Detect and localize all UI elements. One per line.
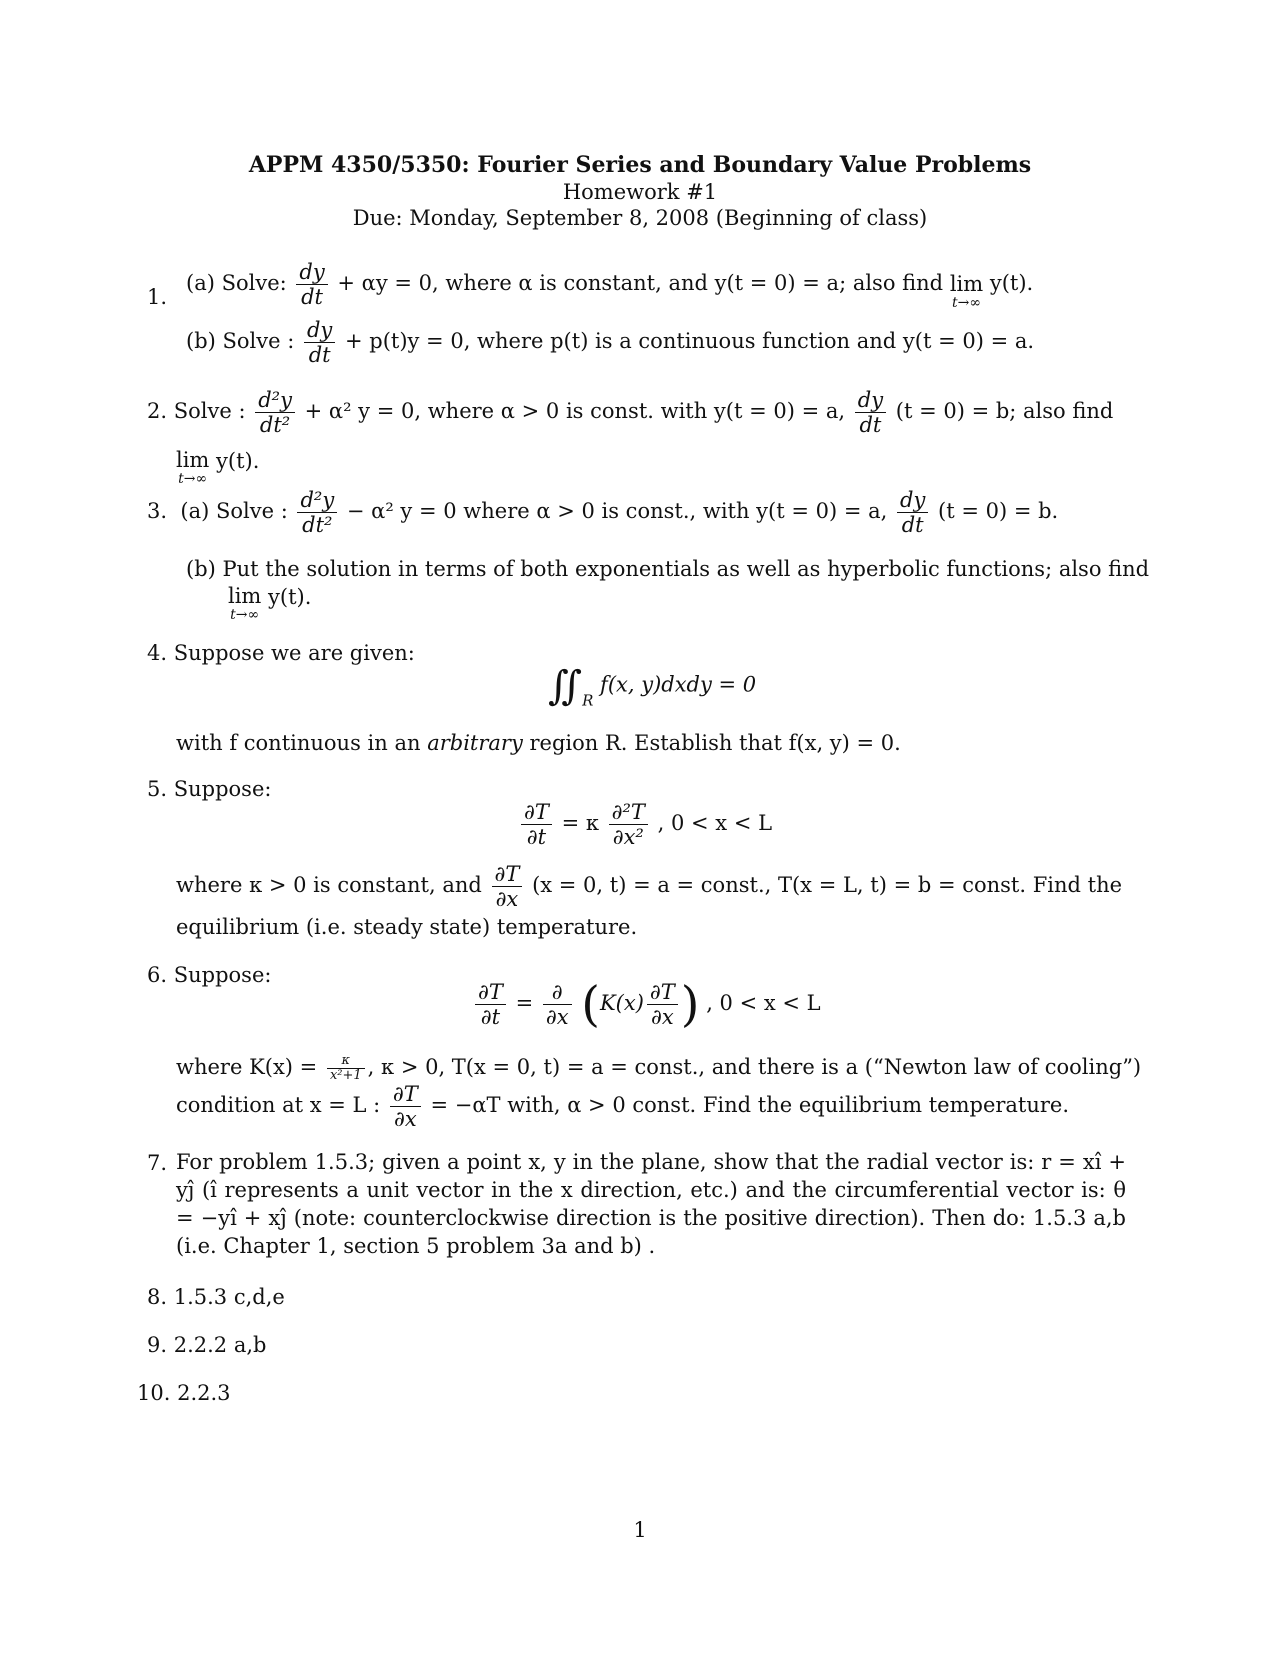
problem-9 (147, 1332, 266, 1358)
problem-9-text: 2.2.2 a,b (173, 1333, 267, 1357)
problem-3b-text: (b) Put the solution in terms of both exponentials as well as hyperbolic functions; also find (186, 557, 1150, 581)
conditions-end: , κ > 0, T(x = 0, t) = a = const., and there is a (“Newton law of cooling”) (367, 1055, 1142, 1079)
fraction-denominator: ∂x² (612, 825, 644, 849)
problem-4-integral (548, 663, 757, 714)
fraction-denominator: ∂x (495, 887, 519, 911)
problem-1a-label: (a) Solve: (186, 271, 287, 295)
limit-expression (950, 272, 983, 310)
problem-6-intro (147, 962, 271, 988)
problem-3-number: 3. (147, 499, 168, 523)
fraction-denominator: x²+1 (329, 1068, 362, 1083)
problem-2-fraction-2 (855, 388, 886, 437)
problem-10 (137, 1380, 231, 1406)
bc-fraction (390, 1082, 421, 1131)
conductivity: K(x) (599, 991, 644, 1015)
fraction-numerator: d²y (297, 488, 337, 513)
fraction-numerator: ∂T (475, 980, 506, 1005)
fraction-denominator: dt (901, 513, 924, 537)
problem-5-intro-text: Suppose: (173, 777, 272, 801)
integral-region-subscript: R (582, 691, 594, 710)
fraction-numerator: ∂T (521, 800, 552, 825)
bc-fraction (492, 862, 523, 911)
problem-6-bc (176, 1082, 1069, 1131)
statement-start: with f continuous in an (176, 731, 421, 755)
limit-subscript: t→∞ (951, 295, 981, 311)
inner-fraction (647, 980, 678, 1029)
fraction-denominator: dt (301, 285, 323, 309)
equals-kappa: = κ (561, 811, 599, 835)
limit-expression (228, 584, 261, 622)
problem-2-number: 2. (147, 399, 168, 423)
fraction-denominator: ∂x (650, 1005, 674, 1029)
problem-6-conditions (176, 1054, 1141, 1083)
problem-4-statement (176, 730, 901, 756)
fraction-denominator: ∂t (480, 1005, 501, 1029)
fraction-denominator: ∂t (526, 825, 547, 849)
problem-8-text: 1.5.3 c,d,e (173, 1285, 285, 1309)
problem-3a-text: − α² y = 0 where α > 0 is const., with y(t = 0) = a, (346, 499, 888, 523)
limit-tail: y(t). (216, 449, 260, 473)
right-paren: ) (680, 976, 700, 1033)
problem-10-number: 10. (137, 1381, 171, 1405)
problem-5-number: 5. (147, 777, 168, 801)
problem-7-number: 7. (147, 1151, 168, 1175)
problem-8 (147, 1284, 285, 1310)
conditions-end: (x = 0, t) = a = const., T(x = L, t) = b = const. Find the (532, 873, 1123, 897)
problem-3a-fraction-2 (897, 488, 928, 537)
problem-3a-fraction (297, 488, 337, 537)
problem-6-intro-text: Suppose: (173, 963, 272, 987)
limit-tail: y(t). (268, 585, 312, 609)
problem-2 (147, 388, 1113, 437)
page-number: 1 (633, 1518, 647, 1542)
bc-start: condition at x = L : (176, 1093, 381, 1117)
conditions-start: where K(x) = (176, 1055, 318, 1079)
fraction-numerator: ∂ (543, 980, 572, 1005)
lhs-fraction (521, 800, 552, 849)
problem-2-label: Solve : (173, 399, 246, 423)
rhs-fraction (609, 800, 648, 849)
fraction-numerator: d²y (255, 388, 295, 413)
conditions-start: where κ > 0 is constant, and (176, 873, 482, 897)
fraction-numerator: dy (296, 260, 327, 285)
problem-3b-limit-line (228, 584, 311, 622)
due-date: Due: Monday, September 8, 2008 (Beginning of class) (352, 206, 928, 230)
problem-1b-label: (b) Solve : (186, 329, 295, 353)
problem-1a-text: + αy = 0, where α is constant, and y(t = 0) = a; also find (337, 271, 944, 295)
lhs-fraction (475, 980, 506, 1029)
derivative-fraction (543, 980, 572, 1029)
bc-end: = −αT with, α > 0 const. Find the equilibrium temperature. (430, 1093, 1070, 1117)
problem-5-intro (147, 776, 271, 802)
integral-body: f(x, y)dxdy = 0 (600, 672, 757, 697)
fraction-numerator: ∂²T (609, 800, 648, 825)
fraction-numerator: ∂T (390, 1082, 421, 1107)
statement-emphasis: arbitrary (427, 731, 523, 755)
statement-end: region R. Establish that f(x, y) = 0. (529, 731, 901, 755)
problem-1b-fraction (304, 318, 335, 367)
problem-4-number: 4. (147, 641, 168, 665)
domain: , 0 < x < L (706, 991, 821, 1015)
problem-5-line-2: equilibrium (i.e. steady state) temperature. (176, 915, 638, 939)
problem-1b (186, 318, 1034, 367)
k-fraction (327, 1054, 365, 1083)
fraction-denominator: ∂x (545, 1005, 569, 1029)
problem-4-intro (147, 640, 415, 666)
fraction-numerator: dy (304, 318, 335, 343)
problem-10-text: 2.2.3 (177, 1381, 231, 1405)
problem-6-number: 6. (147, 963, 168, 987)
problem-8-number: 8. (147, 1285, 168, 1309)
domain: , 0 < x < L (657, 811, 773, 835)
fraction-numerator: ∂T (647, 980, 678, 1005)
problem-7-text: For problem 1.5.3; given a point x, y in the plane, show that the radial vector is: r = xî + yĵ (î represents a unit vector in the x direction, etc.) and the circumferential vector is: θ = −yî + xĵ (note: counterclockwise direction is the positive direction). Then do: 1.5.3 a,b (i.e. Chapter 1, section 5 problem 3a and b) . (176, 1150, 1126, 1258)
problem-6-equation (472, 976, 821, 1033)
fraction-denominator: dt (308, 343, 331, 367)
fraction-numerator: dy (855, 388, 886, 413)
problem-2-text: + α² y = 0, where α > 0 is const. with y(t = 0) = a, (304, 399, 846, 423)
limit-tail: y(t). (989, 271, 1034, 295)
problem-9-number: 9. (147, 1333, 168, 1357)
problem-1a (186, 260, 1033, 310)
homework-number: Homework #1 (562, 180, 718, 204)
fraction-denominator: dt (859, 413, 882, 437)
problem-3a (147, 488, 1058, 537)
problem-3a-label: (a) Solve : (180, 499, 288, 523)
problem-3a-text-2: (t = 0) = b. (938, 499, 1059, 523)
double-integral-sign: ∬ (548, 663, 583, 709)
fraction-denominator: ∂x (393, 1107, 417, 1131)
problem-2-fraction (255, 388, 295, 437)
fraction-numerator: κ (327, 1054, 365, 1069)
document-title: APPM 4350/5350: Fourier Series and Boundary Value Problems (248, 152, 1032, 178)
equals: = (515, 991, 534, 1015)
limit-subscript: t→∞ (230, 607, 260, 623)
problem-1b-text: + p(t)y = 0, where p(t) is a continuous function and y(t = 0) = a. (344, 329, 1035, 353)
problem-1-number: 1. (147, 285, 168, 309)
limit-word: lim (228, 584, 262, 608)
fraction-numerator: dy (897, 488, 928, 513)
problem-5-heat-equation (518, 800, 772, 849)
problem-2-text-2: (t = 0) = b; also find (895, 399, 1114, 423)
fraction-numerator: ∂T (492, 862, 523, 887)
limit-word: lim (949, 272, 984, 296)
left-paren: ( (581, 976, 600, 1033)
limit-subscript: t→∞ (178, 471, 208, 487)
problem-4-intro-text: Suppose we are given: (173, 641, 415, 665)
problem-2-limit-line (176, 448, 259, 486)
limit-expression (176, 448, 209, 486)
fraction-denominator: dt² (259, 413, 291, 437)
problem-5-conditions (176, 862, 1122, 911)
limit-word: lim (176, 448, 210, 472)
problem-1a-fraction (296, 260, 327, 309)
fraction-denominator: dt² (302, 513, 333, 537)
